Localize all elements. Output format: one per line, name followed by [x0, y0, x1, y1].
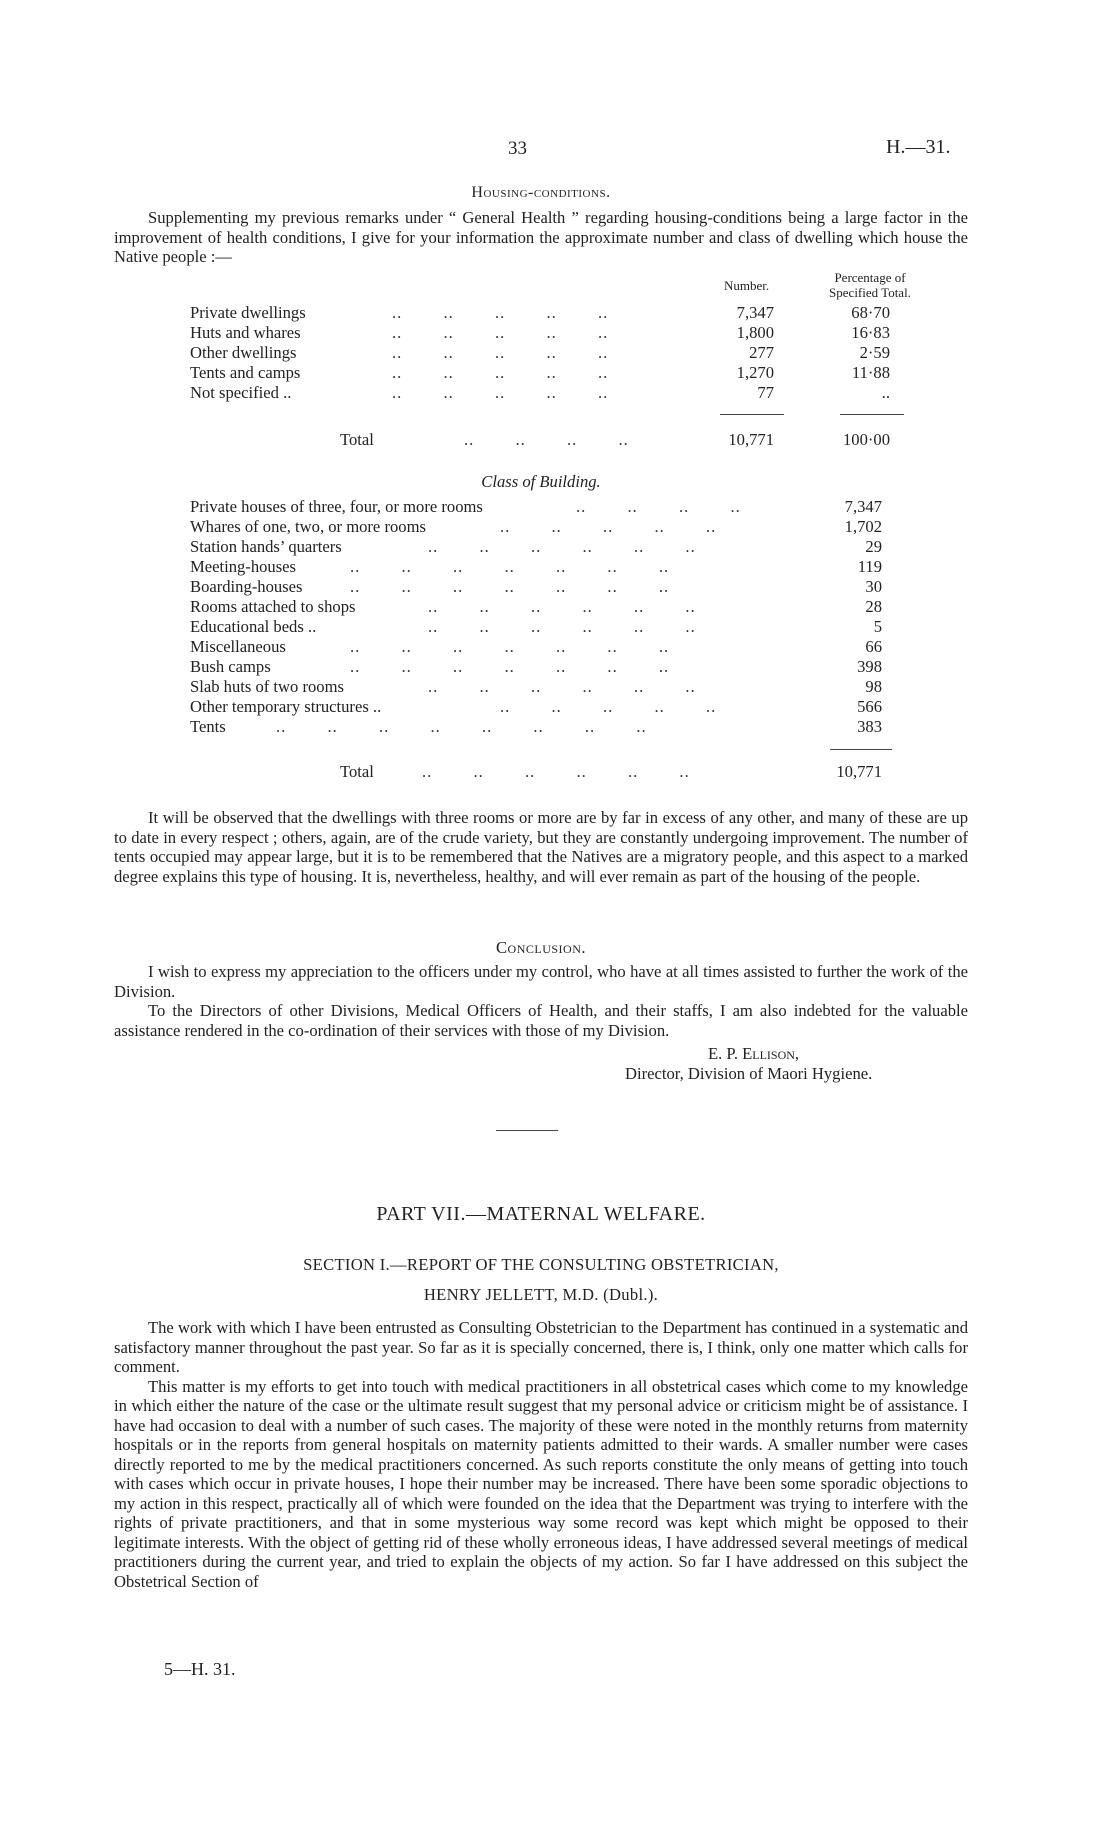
building-heading: Class of Building. — [481, 472, 601, 491]
row-percentage: 11·88 — [851, 363, 890, 382]
footer-signature: 5—H. 31. — [164, 1659, 236, 1679]
table-row — [190, 537, 890, 557]
observation-paragraph: It will be observed that the dwellings with three rooms or more are by far in excess of any other, and many of these are up to date in every respect ; others, again, are of the crude variety, but they are constantly undergoing improvement. The number of tents occupied may appear large, but it is to be remembered that the Natives are a migratory people, and this aspect to a marked degree explains this type of housing. It is, nevertheless, healthy, and will ever remain as part of the housing of the people. — [114, 808, 968, 886]
row-number: 1,800 — [736, 323, 774, 342]
leader-dots: .. .. .. .. .. .. .. — [350, 577, 670, 596]
leader-dots: .. .. .. .. .. — [392, 363, 609, 382]
row-value: 29 — [865, 537, 882, 556]
total-label: Total — [340, 762, 374, 781]
leader-dots: .. .. .. .. .. .. .. — [350, 657, 670, 676]
leader-dots: .. .. .. .. .. — [500, 517, 717, 536]
total-value: 10,771 — [836, 762, 882, 781]
row-label: Educational beds .. — [190, 617, 317, 636]
housing-intro: Supplementing my previous remarks under “ General Health ” regarding housing-conditions being a large factor in the improvement of health conditions, I give for your information the approximate number and class of dwelling which house the Native people :— — [114, 208, 968, 266]
leader-dots: .. .. .. .. .. .. — [422, 762, 690, 781]
column-header-percentage: Percentage of Specified Total. — [829, 270, 911, 300]
leader-dots: .. .. .. .. .. — [392, 383, 609, 402]
section-divider — [496, 1130, 558, 1131]
total-row — [190, 762, 890, 782]
total-number: 10,771 — [728, 430, 774, 449]
total-rule — [830, 749, 892, 750]
leader-dots: .. .. .. .. .. — [500, 697, 717, 716]
leader-dots: .. .. .. .. .. .. — [428, 677, 696, 696]
row-number: 77 — [757, 383, 774, 402]
conclusion-text: I wish to express my appreciation to the officers under my control, who have at all times assisted to further the work of the Division. To the Directors of other Divisions, Medical Officers of Health, and their staffs, I am also indebted for the valuable assistance rendered in the co-ordination of their services with those of my Division. — [114, 962, 968, 1040]
row-label: Private dwellings — [190, 303, 306, 322]
table-row — [190, 577, 890, 597]
total-percentage: 100·00 — [842, 430, 890, 449]
table-row — [190, 557, 890, 577]
row-label: Not specified .. — [190, 383, 292, 402]
total-label: Total — [340, 430, 374, 449]
conclusion-heading: Conclusion. — [495, 938, 587, 957]
table-row — [190, 323, 910, 343]
row-value: 5 — [873, 617, 882, 636]
leader-dots: .. .. .. .. .. .. — [428, 537, 696, 556]
signature-title: Director, Division of Maori Hygiene. — [625, 1064, 873, 1083]
row-value: 7,347 — [844, 497, 882, 516]
row-value: 383 — [857, 717, 882, 736]
table-row — [190, 677, 890, 697]
leader-dots: .. .. .. .. .. .. .. .. — [276, 717, 647, 736]
leader-dots: .. .. .. .. .. — [392, 303, 609, 322]
section-author: HENRY JELLETT, M.D. (Dubl.). — [423, 1285, 659, 1304]
row-value: 1,702 — [844, 517, 882, 536]
column-header-number: Number. — [724, 278, 770, 293]
row-label: Private houses of three, four, or more rooms — [190, 497, 483, 516]
row-label: Rooms attached to shops — [190, 597, 356, 616]
row-label: Bush camps — [190, 657, 271, 676]
total-row — [190, 430, 910, 450]
row-number: 1,270 — [736, 363, 774, 382]
part-title: PART VII.—MATERNAL WELFARE. — [376, 1203, 706, 1225]
section-title: SECTION I.—REPORT OF THE CONSULTING OBSTETRICIAN, — [303, 1255, 779, 1274]
leader-dots: .. .. .. .. .. — [392, 343, 609, 362]
table-row — [190, 497, 890, 517]
leader-dots: .. .. .. .. .. — [392, 323, 609, 342]
housing-heading: Housing-conditions. — [471, 184, 611, 201]
leader-dots: .. .. .. .. .. .. .. — [350, 557, 670, 576]
row-label: Miscellaneous — [190, 637, 286, 656]
document-reference: H.—31. — [886, 136, 951, 158]
row-value: 66 — [865, 637, 882, 656]
row-number: 7,347 — [736, 303, 774, 322]
row-value: 566 — [857, 697, 882, 716]
row-label: Tents and camps — [190, 363, 301, 382]
row-label: Other dwellings — [190, 343, 297, 362]
row-label: Boarding-houses — [190, 577, 303, 596]
row-percentage: .. — [881, 383, 890, 402]
row-label: Other temporary structures .. — [190, 697, 382, 716]
table-row — [190, 697, 890, 717]
leader-dots: .. .. .. .. — [576, 497, 741, 516]
table-row — [190, 363, 910, 383]
row-number: 277 — [749, 343, 774, 362]
row-label: Tents — [190, 717, 226, 736]
table-row — [190, 657, 890, 677]
leader-dots: .. .. .. .. .. .. — [428, 617, 696, 636]
table-row — [190, 637, 890, 657]
row-value: 30 — [865, 577, 882, 596]
row-label: Station hands’ quarters — [190, 537, 342, 556]
row-label: Slab huts of two rooms — [190, 677, 344, 696]
table-row — [190, 617, 890, 637]
table-row — [190, 383, 910, 403]
total-rule — [840, 414, 904, 415]
page-number: 33 — [508, 138, 527, 159]
row-percentage: 68·70 — [851, 303, 890, 322]
table-row — [190, 717, 890, 737]
leader-dots: .. .. .. .. .. .. .. — [350, 637, 670, 656]
row-label: Meeting-houses — [190, 557, 296, 576]
table-row — [190, 343, 910, 363]
report-text: The work with which I have been entrusted as Consulting Obstetrician to the Department has continued in a systematic and satisfactory manner throughout the past year. So far as it is specially concerned, there is, I think, only one matter which calls for comment. This matter is my efforts to get into touch with medical practitioners in all obstetrical cases which come to my knowledge in which either the nature of the case or the ultimate result suggest that my personal advice or criticism might be of assistance. I have had occasion to deal with a number of such cases. The majority of these were noted in the monthly returns from maternity hospitals or in the reports from general hospitals on maternity patients admitted to their wards. A smaller number were cases directly reported to me by the medical practitioners concerned. As such reports constitute the only means of getting into touch with cases which occur in private houses, I hope their number may be increased. There have been some sporadic objections to my action in this respect, practically all of which were founded on the idea that the Department was trying to interfere with the rights of private practitioners, and that in some mysterious way some record was kept which might be opposed to their legitimate interests. With the object of getting rid of these wholly erroneous ideas, I have addressed several meetings of medical practitioners during the current year, and tried to explain the objects of my action. So far I have addressed on this subject the Obstetrical Section of — [114, 1318, 968, 1591]
row-value: 119 — [857, 557, 882, 576]
leader-dots: .. .. .. .. — [464, 430, 629, 449]
row-label: Whares of one, two, or more rooms — [190, 517, 426, 536]
total-rule — [720, 414, 784, 415]
row-percentage: 2·59 — [859, 343, 890, 362]
row-percentage: 16·83 — [851, 323, 890, 342]
signature-name: E. P. Ellison, — [708, 1044, 800, 1063]
table-row — [190, 517, 890, 537]
table-row — [190, 597, 890, 617]
row-value: 98 — [865, 677, 882, 696]
table-row — [190, 303, 910, 323]
row-value: 398 — [857, 657, 882, 676]
leader-dots: .. .. .. .. .. .. — [428, 597, 696, 616]
row-label: Huts and whares — [190, 323, 301, 342]
row-value: 28 — [865, 597, 882, 616]
